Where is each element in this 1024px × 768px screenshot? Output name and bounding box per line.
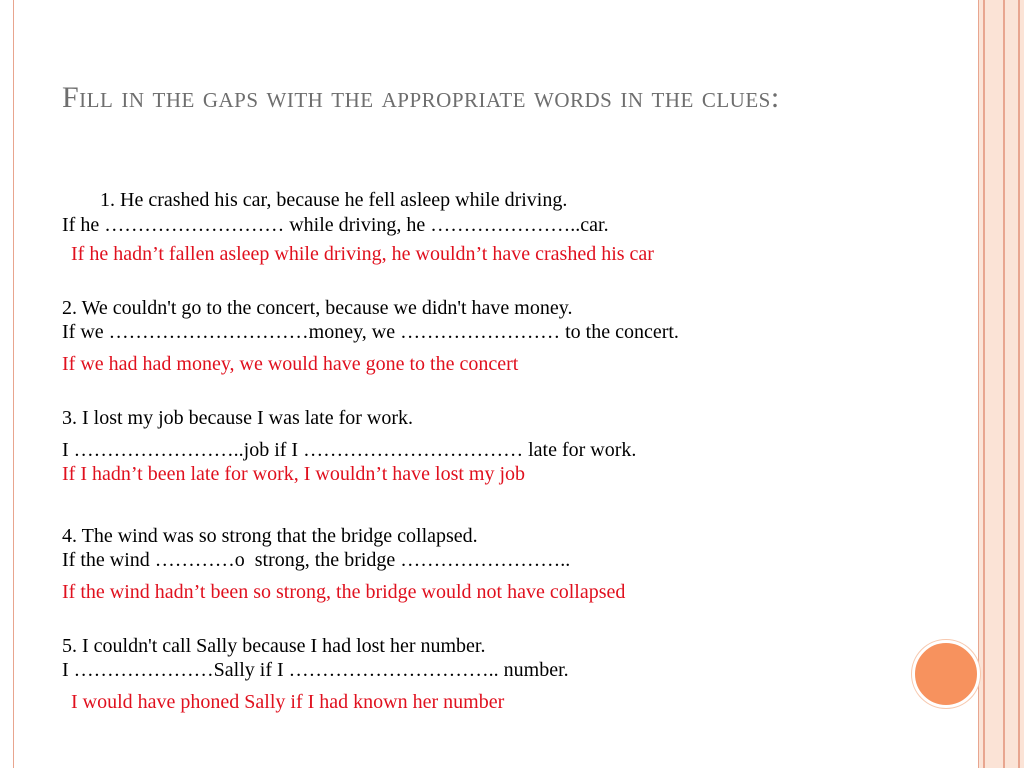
exercise-5-sentence: 5. I couldn't call Sally because I had lost her number. [62,635,486,657]
exercise-5-gap: I …………………Sally if I ………………………….. number. [62,659,569,681]
exercise-3-gap: I ……………………..job if I …………………………… late for work. [62,439,637,461]
exercise-2-gap: If we …………………………money, we …………………… to the concert. [62,321,679,343]
exercise-4-gap: If the wind …………o strong, the bridge …………………….. [62,549,571,571]
exercise-4-answer: If the wind hadn’t been so strong, the bridge would not have collapsed [62,581,626,603]
exercise-3-sentence: 3. I lost my job because I was late for work. [62,407,414,429]
border-stripe [1018,0,1020,768]
slide-title: Fill in the gaps with the appropriate words in the clues: [62,81,780,114]
exercise-1-answer: If he hadn’t fallen asleep while driving, he wouldn’t have crashed his car [71,243,654,265]
border-stripe [983,0,985,768]
border-stripe [1003,0,1005,768]
exercise-1-gap: If he ……………………… while driving, he …………………..car. [62,214,609,236]
exercise-2-answer: If we had had money, we would have gone to the concert [62,353,519,375]
slide-left-border [13,0,14,768]
exercise-2-sentence: 2. We couldn't go to the concert, because we didn't have money. [62,297,573,319]
exercise-3-answer: If I hadn’t been late for work, I wouldn’t have lost my job [62,463,526,485]
border-stripe [978,0,979,768]
exercise-5-answer: I would have phoned Sally if I had known her number [71,691,505,713]
decorative-circle [912,640,980,708]
exercise-4-sentence: 4. The wind was so strong that the bridge collapsed. [62,525,478,547]
exercise-1-sentence: 1. He crashed his car, because he fell asleep while driving. [100,189,568,211]
